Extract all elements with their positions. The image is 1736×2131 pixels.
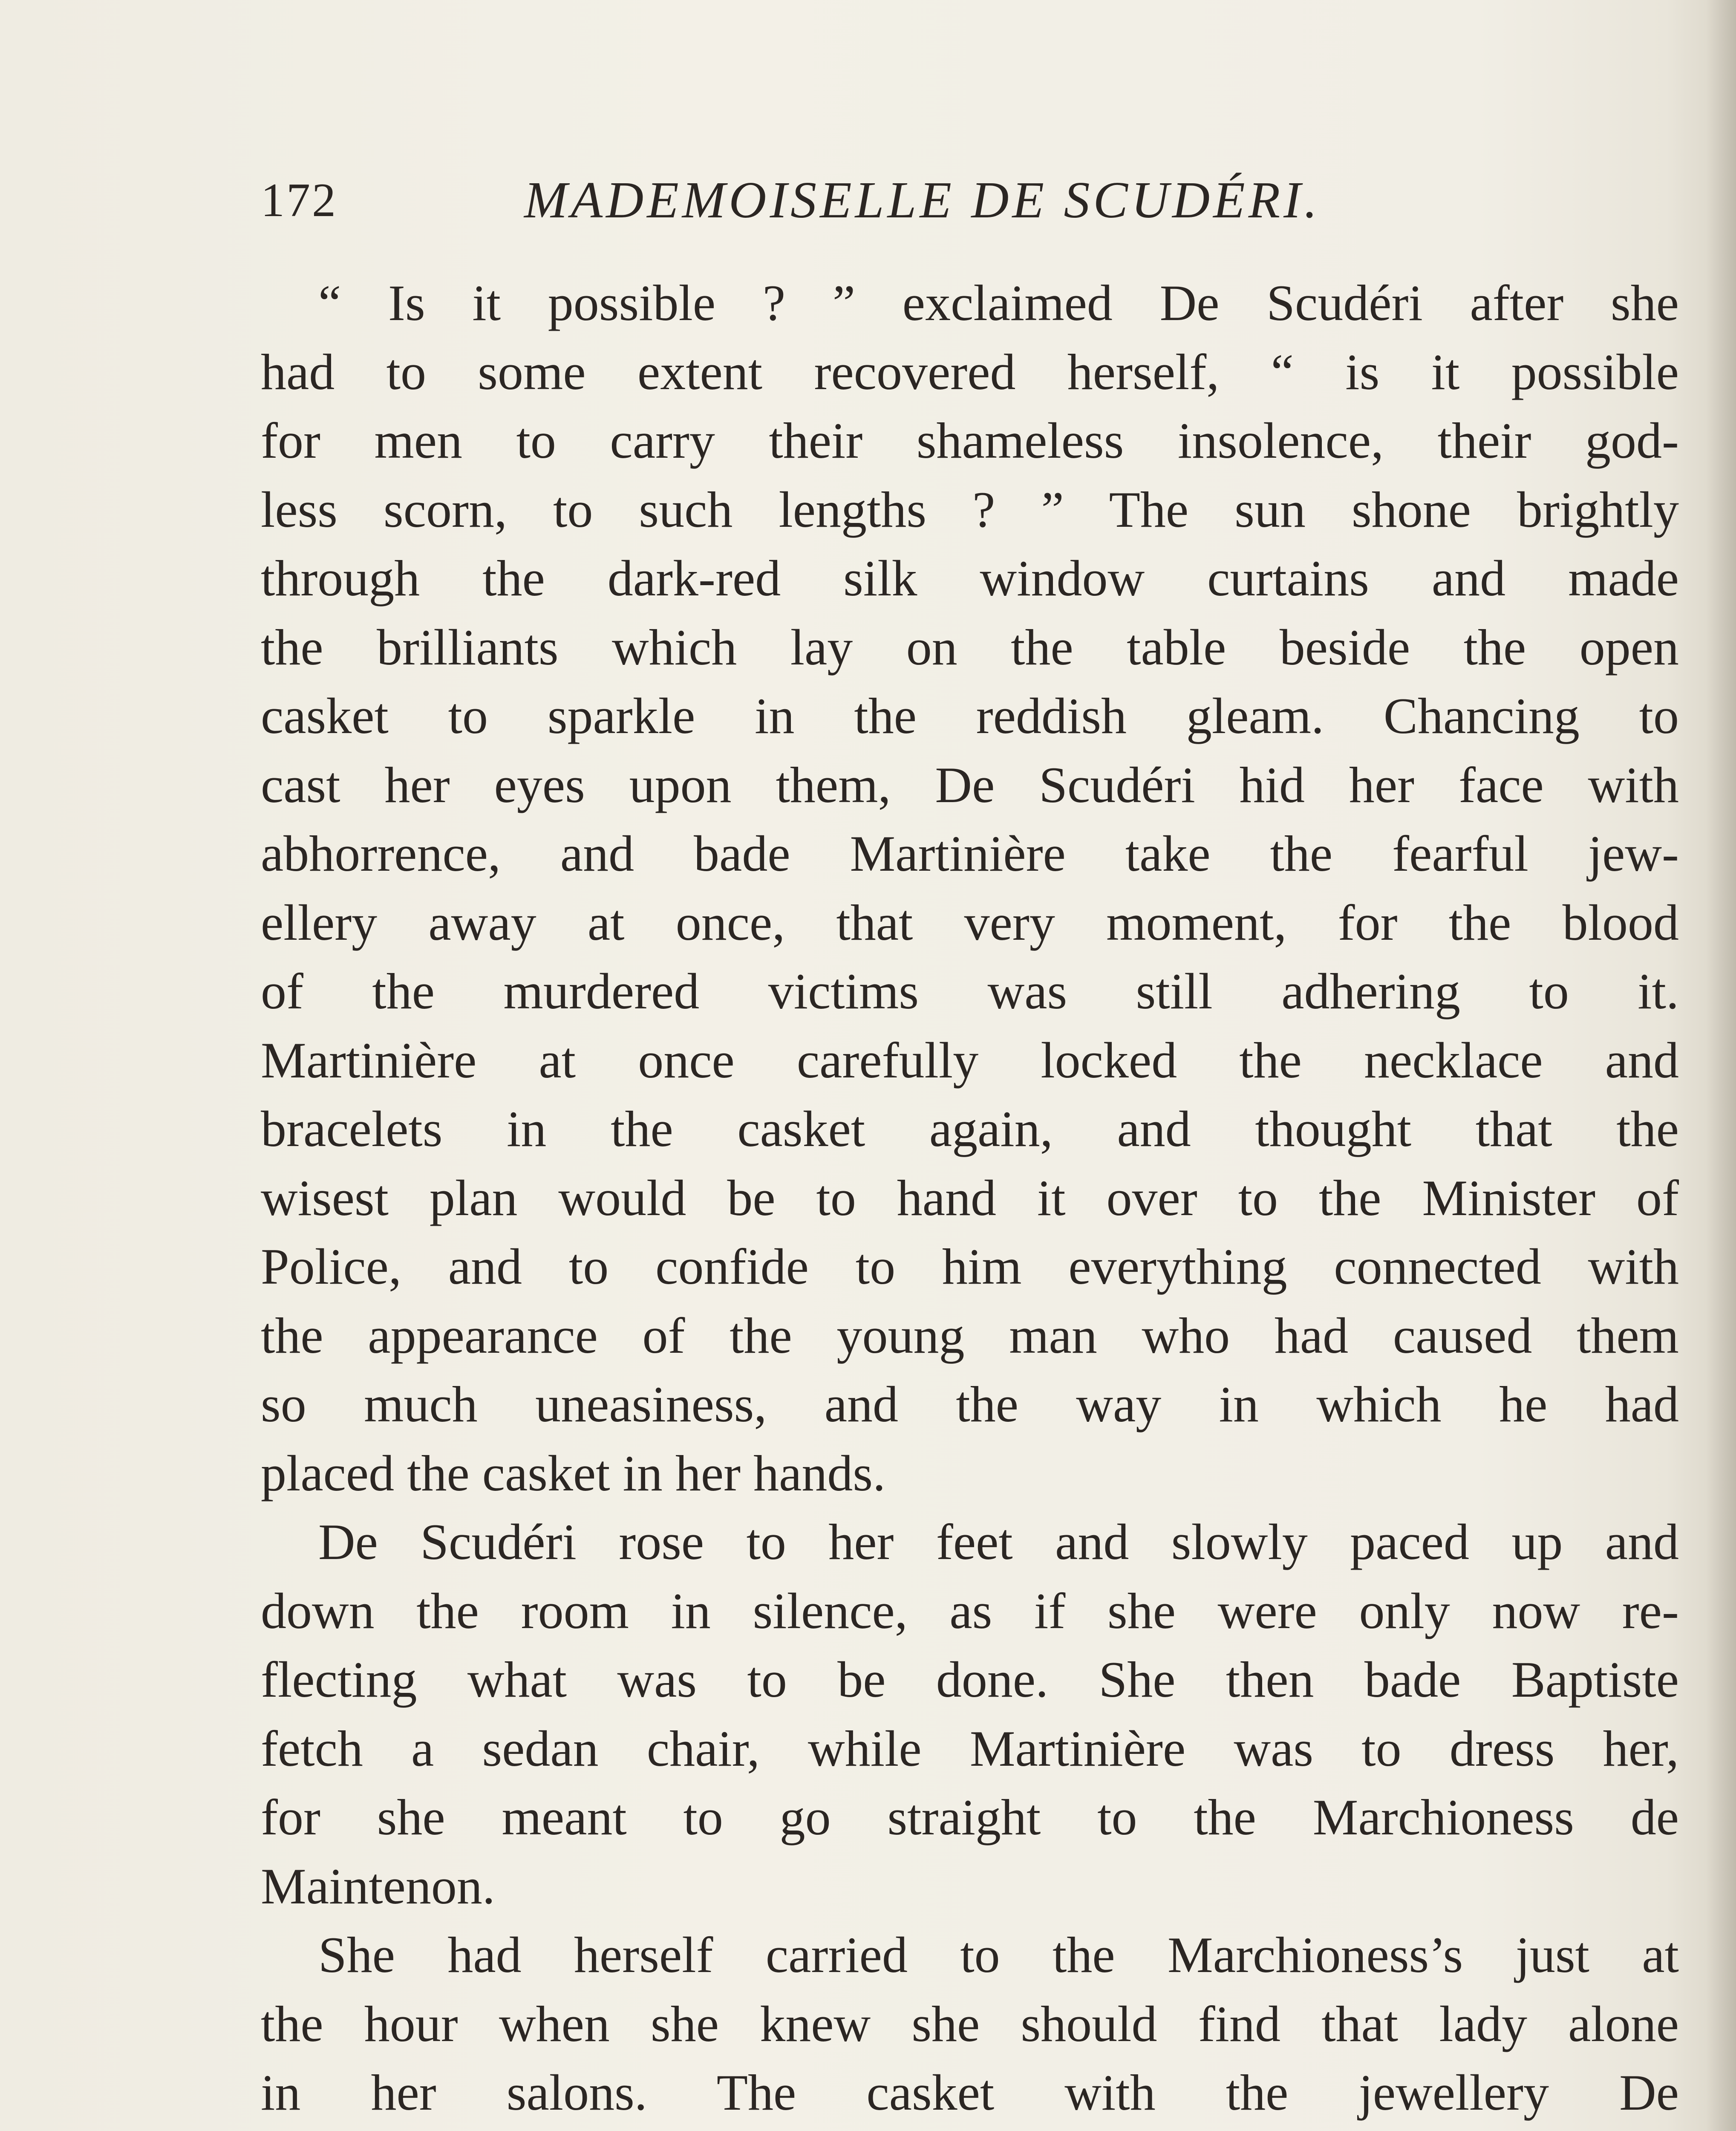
text-line: in her salons. The casket with the jewellery De xyxy=(261,2064,1679,2121)
text-line: ellery away at once, that very moment, for the blood xyxy=(261,894,1679,951)
page-edge-shadow xyxy=(1706,0,1736,2131)
text-line: placed the casket in her hands. xyxy=(261,1444,886,1502)
text-line: casket to sparkle in the reddish gleam. Chancing to xyxy=(261,687,1679,744)
text-line: the brilliants which lay on the table beside the open xyxy=(261,618,1679,676)
text-line: Police, and to confide to him everything connected with xyxy=(261,1238,1679,1295)
body-text xyxy=(261,269,1679,2131)
text-line: Maintenon. xyxy=(261,1857,495,1914)
text-line: for men to carry their shameless insolence, their god- xyxy=(261,412,1679,469)
text-line: less scorn, to such lengths ? ” The sun shone brightly xyxy=(261,481,1679,538)
text-line: flecting what was to be done. She then bade Baptiste xyxy=(261,1651,1679,1708)
text-line: wisest plan would be to hand it over to the Minister of xyxy=(261,1169,1679,1226)
text-line: down the room in silence, as if she were only now re- xyxy=(261,1582,1679,1639)
page-header xyxy=(261,168,1445,232)
text-line: for she meant to go straight to the Marchioness de xyxy=(261,1789,1679,1845)
text-line: bracelets in the casket again, and thought that the xyxy=(261,1100,1679,1157)
text-line: cast her eyes upon them, De Scudéri hid her face with xyxy=(261,756,1679,813)
text-line: of the murdered victims was still adhering to it. xyxy=(261,963,1679,1019)
text-line: Martinière at once carefully locked the necklace and xyxy=(261,1031,1679,1089)
text-line xyxy=(261,2127,1679,2131)
page-number: 172 xyxy=(261,174,337,227)
text-line: the hour when she knew she should find that lady alone xyxy=(261,1995,1679,2052)
text-line: fetch a sedan chair, while Martinière was to dress her, xyxy=(261,1720,1679,1777)
text-line: so much uneasiness, and the way in which he had xyxy=(261,1376,1679,1432)
text-line: abhorrence, and bade Martinière take the fearful jew- xyxy=(261,825,1679,882)
text-line: She had herself carried to the Marchioness’s just at xyxy=(318,1926,1679,1983)
text-line: had to some extent recovered herself, “ is it possible xyxy=(261,343,1679,400)
text-line: the appearance of the young man who had caused them xyxy=(261,1307,1679,1364)
text-line: “ Is it possible ? ” exclaimed De Scudéri after she xyxy=(318,274,1679,331)
running-title: MADEMOISELLE DE SCUDÉRI. xyxy=(524,171,1321,229)
text-line: De Scudéri rose to her feet and slowly paced up and xyxy=(318,1513,1679,1570)
text-line: through the dark-red silk window curtains and made xyxy=(261,550,1679,606)
